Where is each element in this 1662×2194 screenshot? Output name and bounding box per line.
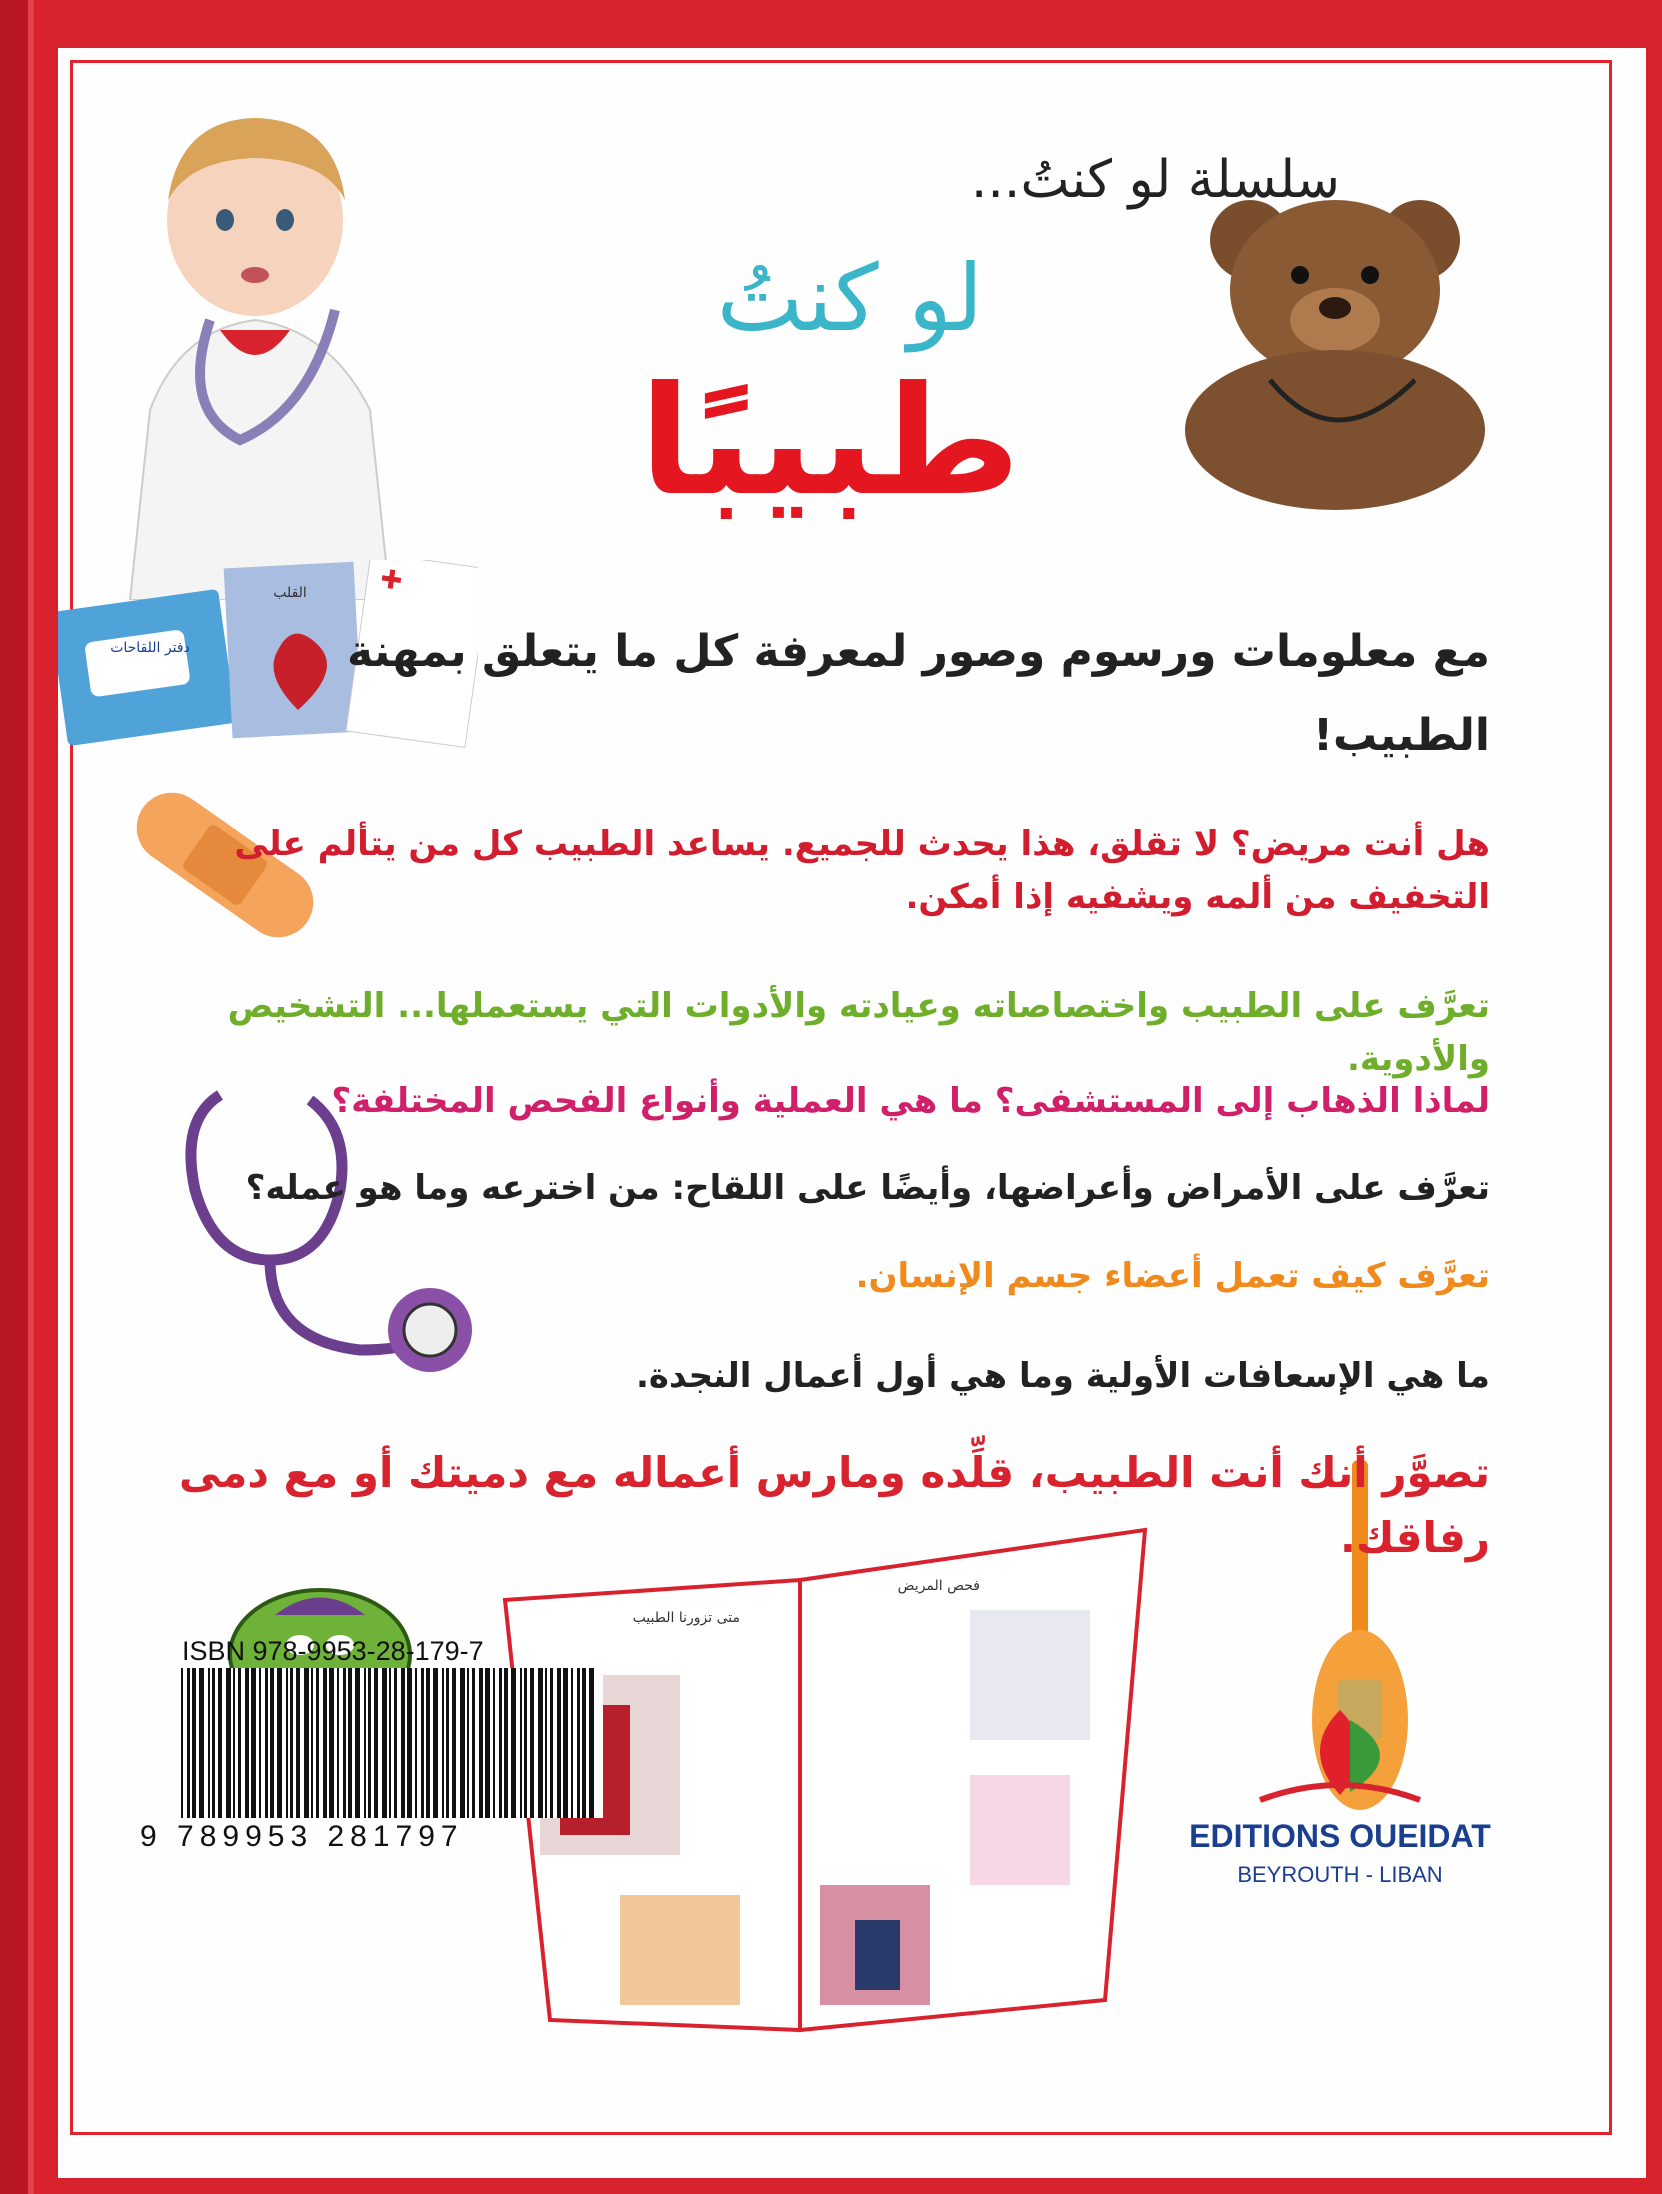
paragraph-4: تعرَّف على الأمراض وأعراضها، وأيضًا على اللقاح: من اخترعه وما هو عمله؟	[245, 1168, 1490, 1208]
barcode-bar	[426, 1668, 430, 1818]
publisher-logo-icon	[1240, 1700, 1440, 1815]
barcode-bar	[181, 1668, 183, 1818]
barcode-bar	[226, 1668, 231, 1818]
barcode-bar	[259, 1668, 261, 1818]
paragraph-2: تعرَّف على الطبيب واختصاصاته وعيادته والأدوات التي يستعملها... التشخيص والأدوية.	[227, 986, 1490, 1079]
barcode-bar	[323, 1668, 327, 1818]
barcode-bar	[304, 1668, 309, 1818]
paragraph-1: هل أنت مريض؟ لا تقلق، هذا يحدث للجميع. يساعد الطبيب كل من يتألم على التخفيف من ألمه ويشفيه إذا أمكن.	[234, 824, 1490, 917]
title-line-1: لو كنتُ	[716, 245, 984, 352]
barcode-bar	[389, 1668, 391, 1818]
barcode-bar	[199, 1668, 204, 1818]
isbn-label: ISBN 978-9953-28-179-7	[182, 1636, 484, 1666]
barcode-bar	[382, 1668, 387, 1818]
vaccination-card-label: دفتر اللقاحات	[110, 640, 190, 656]
barcode-bar	[530, 1668, 534, 1818]
barcode-bar	[368, 1668, 371, 1818]
barcode-bar	[311, 1668, 313, 1818]
barcode-bar	[192, 1668, 196, 1818]
series-title: سلسلة لو كنتُ...	[970, 150, 1340, 210]
barcode-bar	[589, 1668, 594, 1818]
barcode-bar	[286, 1668, 288, 1818]
barcode-bar	[563, 1668, 568, 1818]
book-preview-left-title: متى تزورنا الطبيب	[632, 1610, 740, 1626]
barcode-bar	[245, 1668, 249, 1818]
barcode-bar	[479, 1668, 483, 1818]
barcode-bar	[290, 1668, 293, 1818]
barcode-bar	[577, 1668, 580, 1818]
barcode-bar	[296, 1668, 300, 1818]
barcode-bar	[316, 1668, 319, 1818]
title-line-2: طبيبًا	[639, 355, 1021, 529]
barcode-bar	[187, 1668, 190, 1818]
teddy-bear-image	[1160, 180, 1520, 510]
barcode-bar	[329, 1668, 334, 1818]
barcode-bar	[545, 1668, 547, 1818]
barcode-bar	[493, 1668, 495, 1818]
barcode-bar	[394, 1668, 397, 1818]
barcode-bar	[238, 1668, 241, 1818]
barcode-bar	[218, 1668, 222, 1818]
barcode-bar	[433, 1668, 438, 1818]
paragraph-5: تعرَّف كيف تعمل أعضاء جسم الإنسان.	[855, 1256, 1490, 1296]
barcode-bar	[485, 1668, 490, 1818]
barcode-bar	[415, 1668, 417, 1818]
isbn-number: 9 789953 281797	[140, 1820, 464, 1853]
barcode-bar	[355, 1668, 360, 1818]
barcode-bar	[348, 1668, 352, 1818]
barcode-bar	[571, 1668, 573, 1818]
spine-highlight	[28, 0, 34, 2194]
svg-text:✚: ✚	[378, 564, 405, 597]
barcode-bar	[265, 1668, 268, 1818]
publisher-name: EDITIONS OUEIDAT	[1189, 1818, 1491, 1854]
barcode-bar	[343, 1668, 346, 1818]
barcode-bar	[511, 1668, 516, 1818]
barcode-bar	[452, 1668, 456, 1818]
heart-card-label: القلب	[273, 585, 307, 601]
barcode-bar	[499, 1668, 502, 1818]
barcode-bar	[401, 1668, 405, 1818]
barcode-bar	[442, 1668, 444, 1818]
barcode-bar	[504, 1668, 508, 1818]
barcode-bar	[460, 1668, 465, 1818]
barcode-bar	[233, 1668, 235, 1818]
final-paragraph: تصوَّر أنك أنت الطبيب، قلِّده ومارس أعماله مع دميتك أو مع دمى رفاقك.	[178, 1448, 1490, 1563]
barcode-bar	[374, 1668, 378, 1818]
barcode	[175, 1668, 603, 1818]
barcode-bar	[557, 1668, 561, 1818]
barcode-bar	[550, 1668, 553, 1818]
paragraph-6: ما هي الإسعافات الأولية وما هي أول أعمال النجدة.	[635, 1356, 1490, 1396]
barcode-bar	[582, 1668, 586, 1818]
barcode-bar	[208, 1668, 210, 1818]
child-doctor-image	[90, 80, 420, 600]
barcode-bar	[364, 1668, 366, 1818]
barcode-bar	[337, 1668, 339, 1818]
lead-paragraph: مع معلومات ورسوم وصور لمعرفة كل ما يتعلق بمهنة الطبيب!	[346, 626, 1490, 761]
book-preview-right-title: فحص المريض	[897, 1578, 980, 1594]
barcode-bar	[446, 1668, 449, 1818]
barcode-bar	[270, 1668, 274, 1818]
barcode-bar	[524, 1668, 527, 1818]
barcode-bar	[251, 1668, 256, 1818]
publisher-city: BEYROUTH - LIBAN	[1237, 1862, 1443, 1887]
barcode-bar	[520, 1668, 522, 1818]
barcode-bar	[472, 1668, 475, 1818]
barcode-bar	[407, 1668, 412, 1818]
barcode-bar	[421, 1668, 424, 1818]
barcode-bar	[538, 1668, 543, 1818]
barcode-bar	[212, 1668, 215, 1818]
paragraph-3: لماذا الذهاب إلى المستشفى؟ ما هي العملية وأنواع الفحص المختلفة؟	[331, 1081, 1490, 1121]
barcode-bar	[467, 1668, 469, 1818]
book-spine	[0, 0, 28, 2194]
barcode-bar	[277, 1668, 282, 1818]
